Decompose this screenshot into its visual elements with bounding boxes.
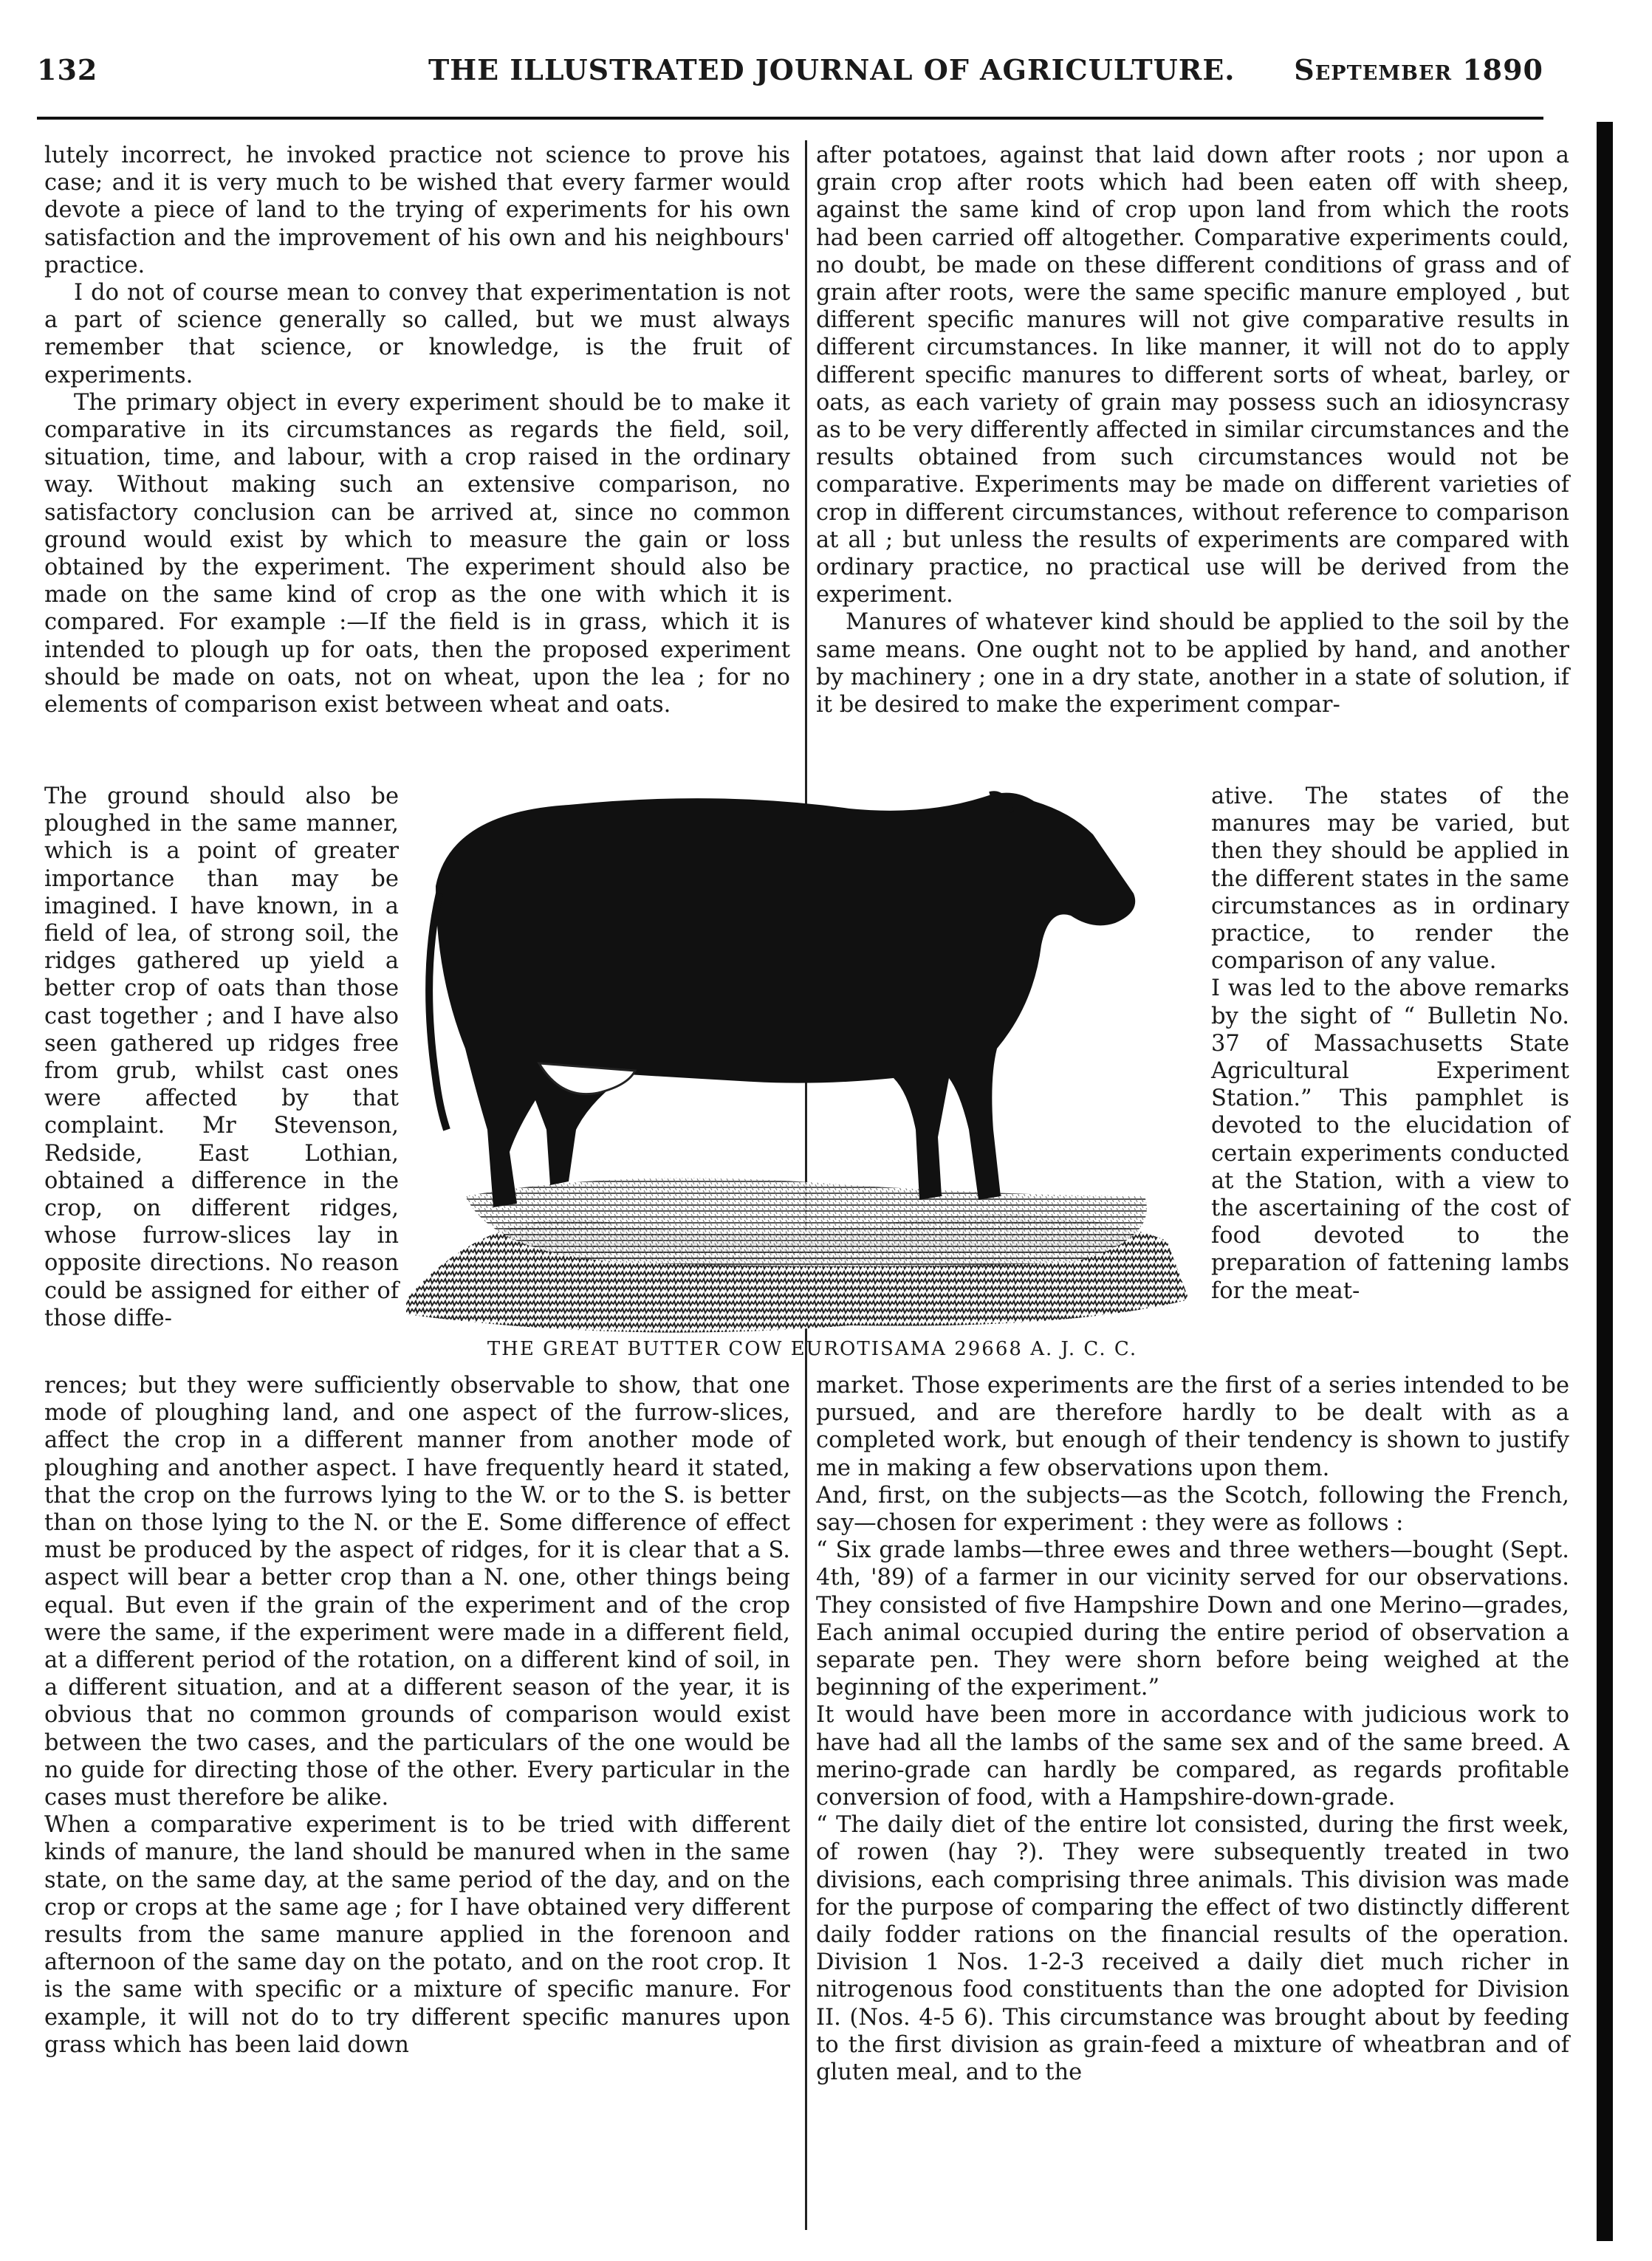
left-wrap-text bbox=[44, 783, 399, 1332]
journal-title: THE ILLUSTRATED JOURNAL OF AGRICULTURE. bbox=[428, 53, 1235, 86]
cow-engraving-figure bbox=[406, 783, 1211, 1344]
paragraph: ative. The states of the manures may be varied, but then they should be applied in the different states in the same circumstances as in ordinary practice, to render the comparison of any value. bbox=[1211, 783, 1569, 975]
issue-date: September 1890 bbox=[1294, 53, 1543, 86]
paragraph: Manures of whatever kind should be applied to the soil by the same means. One ought not to be applied by hand, and another by machinery ; one in a dry state, another in a state of solution, if it be desired to make the experiment compar- bbox=[816, 609, 1569, 718]
paragraph: And, first, on the subjects—as the Scotch, following the French, say—chosen for experiment : they were as follows : bbox=[816, 1482, 1569, 1537]
right-column-bottom bbox=[816, 1372, 1569, 2086]
left-column-bottom bbox=[44, 1372, 790, 2059]
header-rule bbox=[37, 117, 1543, 120]
paragraph: I do not of course mean to convey that experimentation is not a part of science generally so called, but we must always remember that science, or knowledge, is the fruit of experiments. bbox=[44, 280, 790, 388]
right-column-top bbox=[816, 142, 1569, 718]
paragraph: It would have been more in accordance with judicious work to have had all the lambs of the same sex and of the same breed. A merino-grade can hardly be compared, as regards profitable conversion of food, with a Hampshire-down-grade. bbox=[816, 1702, 1569, 1811]
cow-engraving-icon bbox=[406, 783, 1211, 1344]
paragraph: I was led to the above remarks by the sight of “ Bulletin No. 37 of Massachusetts State Agricultural Experiment Station.” This pamphlet is devoted to the elucidation of certain experiments conducted at the Station, with a view to the ascertaining of the cost of food devoted to the preparation of fattening lambs for the meat- bbox=[1211, 975, 1569, 1304]
paragraph: lutely incorrect, he invoked practice not science to prove his case; and it is very much to be wished that every farmer would devote a piece of land to the trying of experiments for his own satisfaction and the improvement of his own and his neighbours' practice. bbox=[44, 143, 790, 278]
paragraph: market. Those experiments are the first of a series intended to be pursued, and are therefore hardly to be dealt with as a completed work, but enough of their tendency is shown to justify me in making a few observations upon them. bbox=[816, 1373, 1569, 1481]
paragraph: after potatoes, against that laid down after roots ; nor upon a grain crop after roots which had been eaten off with sheep, against the same kind of crop upon land from which the roots had been carried off altogether. Comparative experiments could, no doubt, be made on these different conditions of grass and of grain after roots, were the same specific manure employed , but different specific manures will not give comparative results in different circumstances. In like manner, it will not do to apply different specific manures to different sorts of wheat, barley, or oats, as each variety of grain may possess such an idiosyncrasy as to be very differently affected in similar circumstances and the results obtained from such circumstances would not be comparative. Experiments may be made on different varieties of crop in different circumstances, without reference to comparison at all ; but unless the results of experiments are compared with ordinary practice, no practical use will be derived from the experiment. bbox=[816, 143, 1569, 608]
paragraph: When a comparative experiment is to be tried with different kinds of manure, the land should be manured when in the same state, on the same day, at the same period of the day, and on the crop or crops at the same age ; for I have obtained very different results from the same manure applied in the forenoon and afternoon of the same day on the potato, and on the root crop. It is the same with specific or a mixture of specific manure. For example, it will not do to try different specific manures upon grass which has been laid down bbox=[44, 1812, 790, 2058]
figure-caption: THE GREAT BUTTER COW EUROTISAMA 29668 A. J. C. C. bbox=[487, 1338, 1138, 1360]
paragraph: The ground should also be ploughed in the same manner, which is a point of greater importance than may be imagined. I have known, in a field of lea, of strong soil, the ridges gathered up yield a better crop of oats than those cast together ; and I have also seen gathered up ridges free from grub, whilst cast ones were affected by that complaint. Mr Stevenson, Redside, East Lothian, obtained a difference in the crop, on different ridges, whose furrow-slices lay in opposite directions. No reason could be assigned for either of those diffe- bbox=[44, 783, 399, 1331]
left-column-top bbox=[44, 142, 790, 718]
page-edge-bar bbox=[1597, 122, 1613, 2241]
paragraph: The primary object in every experiment should be to make it comparative in its circumstances as regards the field, soil, situation, time, and labour, with a crop raised in the ordinary way. Without making such an extensive comparison, no satisfactory conclusion can be arrived at, since no common ground would exist by which to measure the gain or loss obtained by the experiment. The experiment should also be made on the same kind of crop as the one with which it is compared. For example :—If the field is in grass, which it is intended to plough up for oats, then the proposed experiment should be made on oats, not on wheat, upon the lea ; for no elements of comparison exist between wheat and oats. bbox=[44, 389, 790, 718]
paragraph: rences; but they were sufficiently observable to show, that one mode of ploughing land, and one aspect of the furrow-slices, affect the crop in a different manner from another mode of ploughing and another aspect. I have frequently heard it stated, that the crop on the furrows lying to the W. or to the S. is better than on those lying to the N. or the E. Some difference of effect must be produced by the aspect of ridges, for it is clear that a S. aspect will bear a better crop than a N. one, other things being equal. But even if the grain of the experiment and of the crop were the same, if the experiment were made in a different field, at a different period of the rotation, on a different kind of soil, in a different situation, and at a different season of the year, it is obvious that no common grounds of comparison would exist between the two cases, and the particulars of the one would be no guide for directing those of the other. Every particular in the cases must therefore be alike. bbox=[44, 1373, 790, 1811]
page-number: 132 bbox=[37, 53, 98, 86]
right-wrap-text bbox=[1211, 783, 1569, 1305]
paragraph: “ The daily diet of the entire lot consisted, during the first week, of rowen (hay ?). They were subsequently treated in two divisions, each comprising three animals. This division was made for the purpose of comparing the effect of two distinctly different daily fodder rations on the financial results of the operation. Division 1 Nos. 1-2-3 received a daily diet much richer in nitrogenous food constituents than the one adopted for Division II. (Nos. 4-5 6). This circumstance was brought about by feeding to the first division as grain-feed a mixture of wheatbran and of gluten meal, and to the bbox=[816, 1812, 1569, 2086]
page-header bbox=[37, 44, 1543, 96]
paragraph: “ Six grade lambs—three ewes and three wethers—bought (Sept. 4th, '89) of a farmer in our vicinity served for our observations. They consisted of five Hampshire Down and one Merino—grades, Each animal occupied during the entire period of observation a separate pen. They were shorn before being weighed at the beginning of the experiment.” bbox=[816, 1537, 1569, 1701]
